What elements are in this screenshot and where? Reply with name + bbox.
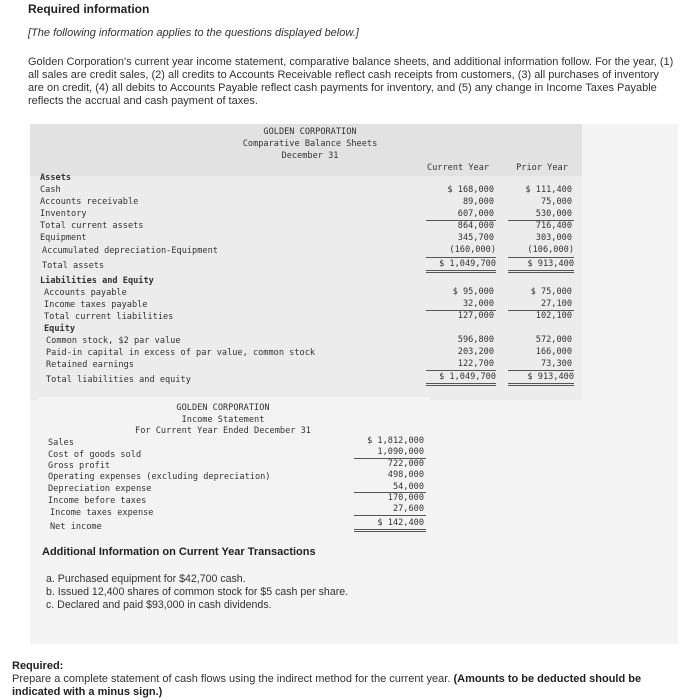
bs-row-current: 607,000 [457,209,494,219]
required-text: Prepare a complete statement of cash flows using the indirect method for the current year. [12,673,451,685]
bs-date: December 31 [281,151,339,161]
bs-row-prior: 303,000 [535,233,572,243]
bs-double-underline [508,383,574,386]
is-row-value: 722,000 [387,459,424,469]
bs-row-current: $ 1,049,700 [439,259,496,269]
bs-double-underline [426,383,496,386]
is-row-value: $ 142,400 [377,518,424,528]
is-row-label: Gross profit [48,461,111,471]
is-row-value: 170,000 [387,493,424,503]
bs-company: GOLDEN CORPORATION [263,127,357,137]
bs-row-current: (160,000) [449,245,496,255]
is-row-value: 1,090,000 [377,447,424,457]
bs-double-underline [426,270,496,273]
is-underline [354,515,426,516]
bs-row-prior: $ 913,400 [527,259,574,269]
bs-equity-prior: 572,000 [535,335,572,345]
bs-row-label: Total assets [42,261,105,271]
is-period: For Current Year Ended December 31 [135,426,311,436]
bs-assets-heading: Assets [40,173,72,183]
bs-underline [508,370,574,371]
bs-row-label: Total current assets [40,221,144,231]
bs-title: Comparative Balance Sheets [242,139,378,149]
is-row-label: Cost of goods sold [48,450,142,460]
is-row-value: $ 1,812,000 [367,436,424,446]
bs-row-current: 89,000 [462,197,494,207]
is-row-label: Depreciation expense [48,484,152,494]
bs-row-prior: (106,000) [527,245,574,255]
bs-liab-label: Accounts payable [44,288,127,298]
bs-equity-heading: Equity [44,324,76,334]
bs-double-underline [508,270,574,273]
is-row-value: 27,600 [392,504,424,514]
bs-row-prior: 75,000 [540,197,572,207]
is-title: Income Statement [181,415,265,425]
additional-info-title: Additional Information on Current Year Transactions [42,546,316,558]
bs-row-label: Accumulated depreciation-Equipment [42,246,218,256]
bs-underline [426,257,496,258]
bs-row-current: 864,000 [457,221,494,231]
bs-equity-label: Retained earnings [46,360,134,370]
bs-liab-label: Income taxes payable [44,300,148,310]
required-label: Required: [12,660,64,672]
bs-equity-prior: 73,300 [540,359,572,369]
bs-liab-current: 32,000 [462,299,494,309]
bs-liab-label: Total current liabilities [44,312,174,322]
is-row-label: Sales [48,438,74,448]
intro-paragraph: Golden Corporation's current year income statement, comparative balance sheets, and additional information follow. For the year, (1) all sales are credit sales, (2) all credits to Accounts Receivable reflect cash receipts from customers, (3) all purchases of inventory are on credit, (4) all debits to Accounts Payable reflect cash payments for inventory, and (5) any change in Income Taxes Payable reflects the accrual and cash payment of taxes. [28,56,674,107]
additional-item: a. Purchased equipment for $42,700 cash. [46,573,246,585]
bs-liab-prior: 102,100 [535,311,572,321]
bs-liab-prior: 27,100 [540,299,572,309]
bs-liab-current: $ 95,000 [452,287,494,297]
bs-liab-prior: $ 75,000 [530,287,572,297]
bs-equity-label: Common stock, $2 par value [46,336,181,346]
required-emphasis: (Amounts to be deducted should be indicated with a minus sign.) [12,673,642,698]
bs-row-label: Accounts receivable [40,197,139,207]
is-row-value: 54,000 [392,482,424,492]
is-row-label: Operating expenses (excluding depreciation) [48,472,271,482]
balance-sheet [30,124,582,400]
bs-equity-current: 596,800 [457,335,494,345]
required-information-title: Required information [28,2,150,16]
bs-equity-current: 203,200 [457,347,494,357]
bs-row-current: $ 168,000 [447,185,494,195]
is-row-value: 498,000 [387,470,424,480]
bs-col-prior: Prior Year [516,163,568,173]
required-instructions [12,673,682,699]
bs-row-label: Inventory [40,209,87,219]
bs-liab-heading: Liabilities and Equity [40,276,154,286]
bs-row-label: Cash [40,185,61,195]
bs-underline [508,257,574,258]
bs-row-label: Equipment [40,233,87,243]
is-double-underline [354,529,426,532]
bs-row-current: 345,700 [457,233,494,243]
bs-equity-prior: 166,000 [535,347,572,357]
is-row-label: Net income [50,522,102,532]
is-company: GOLDEN CORPORATION [176,403,270,413]
bs-equity-prior: $ 913,400 [527,372,574,382]
bs-equity-label: Paid-in capital in excess of par value, common stock [46,348,316,358]
bs-underline [426,370,496,371]
income-statement [38,397,430,537]
info-note: [The following information applies to the questions displayed below.] [28,27,359,39]
bs-row-prior: 716,400 [535,221,572,231]
bs-equity-label: Total liabilities and equity [46,375,191,385]
is-row-label: Income taxes expense [50,508,154,518]
is-row-label: Income before taxes [48,496,147,506]
additional-item: b. Issued 12,400 shares of common stock for $5 cash per share. [46,586,349,598]
bs-row-prior: $ 111,400 [525,185,572,195]
bs-col-current: Current Year [426,163,490,173]
bs-liab-current: 127,000 [457,311,494,321]
bs-equity-current: 122,700 [457,359,494,369]
additional-item: c. Declared and paid $93,000 in cash dividends. [46,599,272,611]
bs-row-prior: 530,000 [535,209,572,219]
bs-equity-current: $ 1,049,700 [439,372,496,382]
